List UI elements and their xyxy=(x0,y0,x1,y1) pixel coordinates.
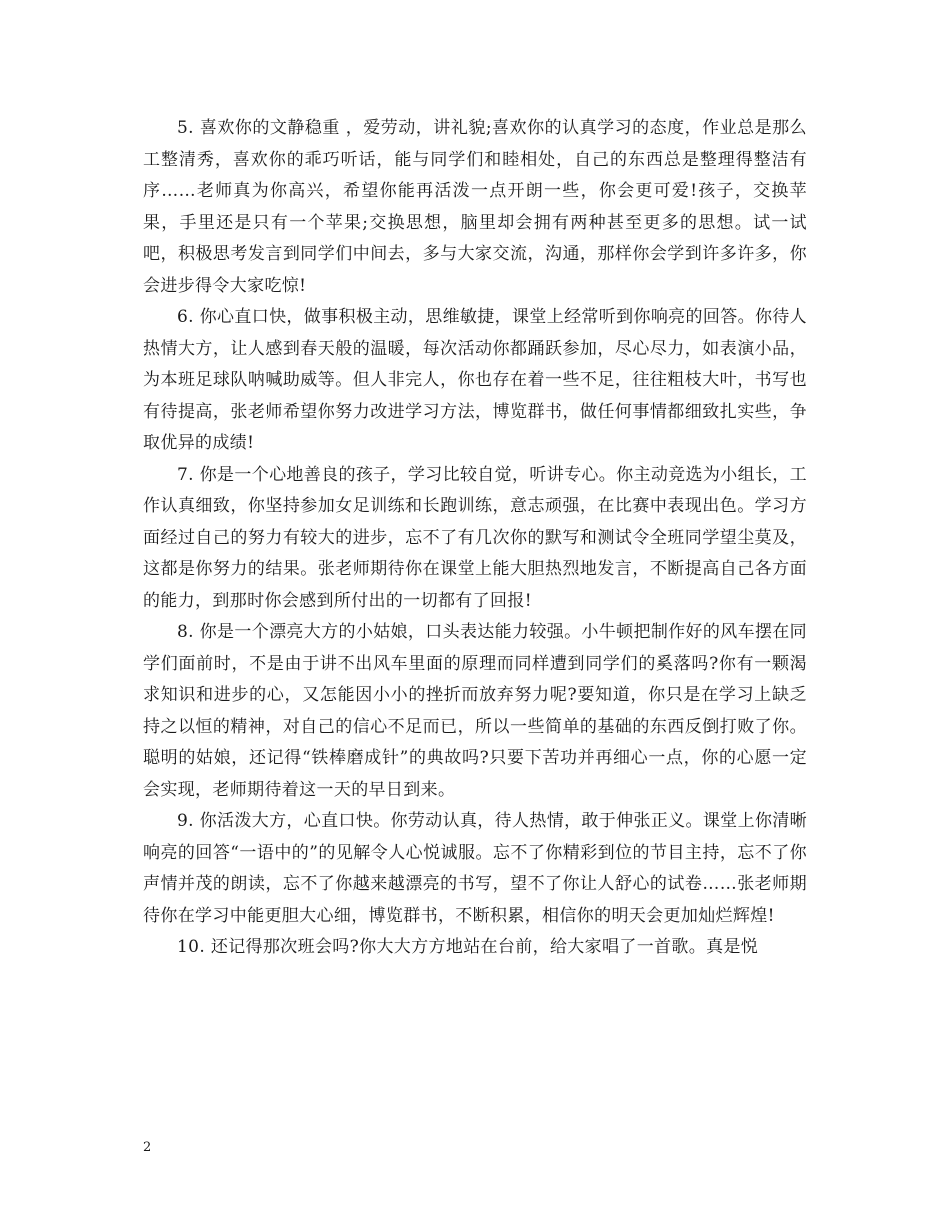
paragraph-10: 10. 还记得那次班会吗?你大大方方地站在台前，给大家唱了一首歌。真是悦 xyxy=(177,937,759,957)
paragraph-5: 5. 喜欢你的文静稳重 ，爱劳动，讲礼貌;喜欢你的认真学习的态度，作业总是那么工整清秀，喜欢你的乖巧听话，能与同学们和睦相处，自己的东西总是整理得整洁有序……老师真为你高兴，希望你能再活泼一点开朗一些，你会更可爱!孩子，交换苹果，手里还是只有一个苹果;交换思想，脑里却会拥有两种甚至更多的思想。试一试吧，积极思考发言到同学们中间去，多与大家交流，沟通，那样你会学到许多许多，你会进步得令大家吃惊! xyxy=(143,118,807,296)
paragraph-8: 8. 你是一个漂亮大方的小姑娘，口头表达能力较强。小牛顿把制作好的风车摆在同学们面前时，不是由于讲不出风车里面的原理而同样遭到同学们的奚落吗?你有一颗渴求知识和进步的心，又怎能因小小的挫折而放弃努力呢?要知道，你只是在学习上缺乏持之以恒的精神，对自己的信心不足而已，所以一些简单的基础的东西反倒打败了你。聪明的姑娘，还记得“铁棒磨成针”的典故吗?只要下苦功并再细心一点，你的心愿一定会实现，老师期待着这一天的早日到来。 xyxy=(143,622,807,800)
paragraph-6: 6. 你心直口快，做事积极主动，思维敏捷，课堂上经常听到你响亮的回答。你待人热情大方，让人感到春天般的温暖，每次活动你都踊跃参加，尽心尽力，如表演小品，为本班足球队呐喊助威等。但人非完人，你也存在着一些不足，往往粗枝大叶，书写也有待提高，张老师希望你努力改进学习方法，博览群书，做任何事情都细致扎实些，争取优异的成绩! xyxy=(143,307,807,453)
document-body xyxy=(143,113,807,964)
paragraph-9: 9. 你活泼大方，心直口快。你劳动认真，待人热情，敢于伸张正义。课堂上你清晰响亮的回答“一语中的”的见解令人心悦诚服。忘不了你精彩到位的节目主持，忘不了你声情并茂的朗读，忘不了你越来越漂亮的书写，望不了你让人舒心的试卷……张老师期待你在学习中能更胆大心细，博览群书，不断积累，相信你的明天会更加灿烂辉煌! xyxy=(143,811,807,926)
paragraph-7: 7. 你是一个心地善良的孩子，学习比较自觉，听讲专心。你主动竞选为小组长，工作认真细致，你坚持参加女足训练和长跑训练，意志顽强，在比赛中表现出色。学习方面经过自己的努力有较大的进步，忘不了有几次你的默写和测试令全班同学望尘莫及，这都是你努力的结果。张老师期待你在课堂上能大胆热烈地发言，不断提高自己各方面的能力，到那时你会感到所付出的一切都有了回报! xyxy=(143,464,807,611)
page-number: 2 xyxy=(143,1140,152,1155)
